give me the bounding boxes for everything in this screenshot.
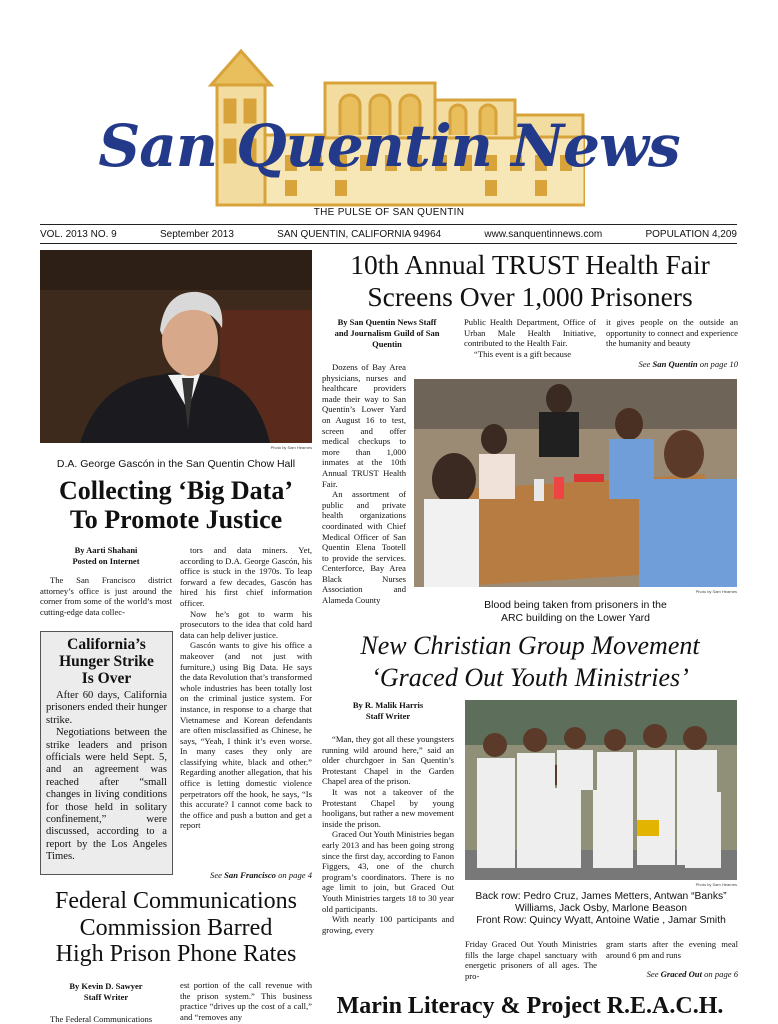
trust-column3 [606,317,738,349]
trust-col1-p2: An assortment of public and private health organizations coordinated with Chief Medical Officer of San Quentin Elena Tootell to provide the services. Centerforce, Bay Area Black Nurses Association and Alameda County [322,489,406,606]
hunger-p1: After 60 days, California prisoners ended their hunger strike. [46,690,167,726]
see-suffix: on page 6 [701,969,738,979]
bigdata-col2-p3: Gascón wants to give his office a makeover (and not just with furniture,) using Big Data. He says the data Revolution that’s transformed whole industries has been totally lost on the criminal justice system. For instance, in response to a charge that Vietnamese and Korean defendants are often misclassified as Chinese, he says, “Yeah, I think it’s even worse. In many cases they only are classifying white, black and other.” Regarding another allegation, that his office is letting domestic violence perpetrators off the hook, he says, “Is this accurate? I cannot come back to the office and push a button and get a report [180,640,312,831]
gascon-photo [40,250,312,443]
health-fair-caption-line2: ARC building on the Lower Yard [500,611,651,624]
trust-col2-p1: Public Health Department, Office of Urban Male Health Initiative, contributed to the Health Fair. [464,317,596,349]
fcc-headline-line3: High Prison Phone Rates [55,941,297,967]
bigdata-jump-line[interactable] [180,870,312,880]
masthead-tagline: THE PULSE OF SAN QUENTIN [313,207,465,218]
health-fair-caption-line1: Blood being taken from prisoners in the [484,599,667,611]
bigdata-col1-text: The San Francisco district attorney’s office is just around the corner from some of the world’s most cutting-edge data collec- [40,575,172,617]
gascon-photo-caption: D.A. George Gascón in the San Quentin Chow Hall [56,458,296,470]
bigdata-headline-line2: To Promote Justice [69,504,283,534]
location: SAN QUENTIN, CALIFORNIA 94964 [277,229,442,240]
hunger-headline-line3: Is Over [81,670,132,687]
see-suffix: on page 4 [275,870,312,880]
christian-headline-line2: ‘Graced Out Youth Ministries’ [371,663,689,692]
christian-byline-author: By R. Malik Harris [352,700,424,710]
trust-column1 [322,362,406,606]
marin-headline: Marin Literacy & Project R.E.A.C.H. [336,993,724,1019]
health-fair-photo [414,379,737,587]
trust-col1-p1: Dozens of Bay Area physicians, nurses and healthcare providers made their way to San Quentin’s Lower Yard on August 16 to test, screen and offer medical checkups to more than 1,000 inmates at the 10th Annual TRUST Health Fair. [322,362,406,489]
christian-p3: Graced Out Youth Ministries began early 2013 and has been going strong since the first day, according to Fanon Figgers, 43, one of the church program’s coordinators. There is no age limit to join, but Graced Out Youth Ministries targets 18 to 30 year old participants. [322,829,454,914]
christian-col2-text: Friday Graced Out Youth Ministries fills the large chapel sanctuary with energetic prisoners of all ages. The pro- [465,939,597,981]
see-prefix: See [646,969,661,979]
masthead-title: San Quentin News [98,112,680,180]
christian-jump-line[interactable] [606,969,738,979]
christian-headline-line1: New Christian Group Movement [360,631,700,660]
hunger-headline-line1: California’s [67,636,146,653]
fcc-column1 [40,1014,172,1024]
graced-out-photo-illustration [465,700,737,880]
hunger-headline-line2: Hunger Strike [59,653,154,670]
photo-credit: Photo by Sam Hearnes [270,445,312,450]
bottom-rule [40,243,737,244]
bigdata-col2-p2: Now he’s got to warm his prosecutors to the idea that cold hard data can help deliver justice. [180,608,312,640]
christian-byline-title: Staff Writer [365,711,411,721]
graced-out-caption-line3: Front Row: Quincy Wyatt, Antoine Watie , Jamar Smith [476,915,726,926]
fcc-col1-text: The Federal Communications [50,1014,153,1024]
volume-number: VOL. 2013 NO. 9 [40,229,117,240]
see-suffix: on page 10 [697,359,738,369]
hunger-p2: Negotiations between the strike leaders and prison officials were held Sept. 5, and an agreement was reached after “small changes in living conditions for those held in solitary confinement,” were discussed, according to a report by the Los Angeles Times. [46,727,167,863]
bigdata-headline-line1: Collecting ‘Big Data’ [59,476,293,505]
trust-byline-line3: Quentin [372,339,402,349]
fcc-byline-title: Staff Writer [83,992,129,1002]
health-fair-caption [414,599,737,624]
christian-p4: With nearly 100 participants and growing, every [322,914,454,935]
bigdata-byline-author: By Aarti Shahani [74,545,138,555]
top-rule [40,224,737,225]
see-prefix: See [638,359,653,369]
fcc-headline-line2: Commission Barred [79,914,273,941]
bigdata-column2 [180,545,312,831]
graced-out-photo-credit: Photo by Sam Hearnes [695,882,737,887]
see-target: San Quentin [652,359,698,369]
gascon-photo-illustration [40,250,312,443]
population: POPULATION 4,209 [645,229,737,240]
issue-date: September 2013 [159,229,234,240]
trust-byline-line1: By San Quentin News Staff [337,317,437,327]
bigdata-column1 [40,575,172,617]
christian-column3 [606,939,738,960]
fcc-byline-author: By Kevin D. Sawyer [69,981,143,991]
fcc-col2-text: est portion of the call revenue with the prison system.” This business practice “drives up the cost of a call,” and “removes any [180,980,312,1022]
website-link[interactable]: www.sanquentinnews.com [484,229,603,240]
graced-out-caption-line2: Williams, Jack Osby, Marlone Beason [514,903,688,914]
see-prefix: See [210,870,225,880]
bigdata-col2-p1: tors and data miners. Yet, according to D.A. George Gascón, his office is stuck in the 1970s. To leap forward a few decades, Gascón has hired his first chief information officer. [180,545,312,608]
health-fair-photo-credit: Photo by Sam Hearnes [695,589,737,594]
trust-col3-text: it gives people on the outside an opportunity to connect and experience the humanity and beauty [606,317,738,349]
see-target: San Francisco [224,870,276,880]
christian-p2: It was not a takeover of the Protestant Chapel by young hooligans, but rather a new movement inside the prison. [322,786,454,829]
see-target: Graced Out [660,969,702,979]
christian-column1 [322,734,454,935]
trust-headline-line1: 10th Annual TRUST Health Fair [350,249,710,280]
christian-p1: “Man, they got all these youngsters running wild around here,” said an older churchgoer in San Quentin’s Protestant Chapel in the Garden Chapel area of the prison. [322,734,454,787]
graced-out-group-photo [465,700,737,880]
fcc-headline-line1: Federal Communications [55,888,297,914]
graced-out-caption [465,891,737,927]
graced-out-caption-line1: Back row: Pedro Cruz, James Metters, Antwan “Banks” [475,891,727,902]
issue-info-bar [40,229,737,240]
trust-jump-line[interactable] [606,359,738,369]
health-fair-photo-illustration [414,379,737,587]
trust-column2 [464,317,596,359]
bigdata-byline-source: Posted on Internet [72,556,140,566]
christian-col3-text: gram starts after the evening meal around 6 pm and runs [606,939,738,960]
trust-byline-line2: and Journalism Guild of San [334,328,440,338]
fcc-column2 [180,980,312,1022]
hunger-strike-sidebar [40,631,173,875]
trust-col2-p2: “This event is a gift because [474,348,572,359]
christian-column2 [465,939,597,981]
trust-headline-line2: Screens Over 1,000 Prisoners [367,281,693,312]
